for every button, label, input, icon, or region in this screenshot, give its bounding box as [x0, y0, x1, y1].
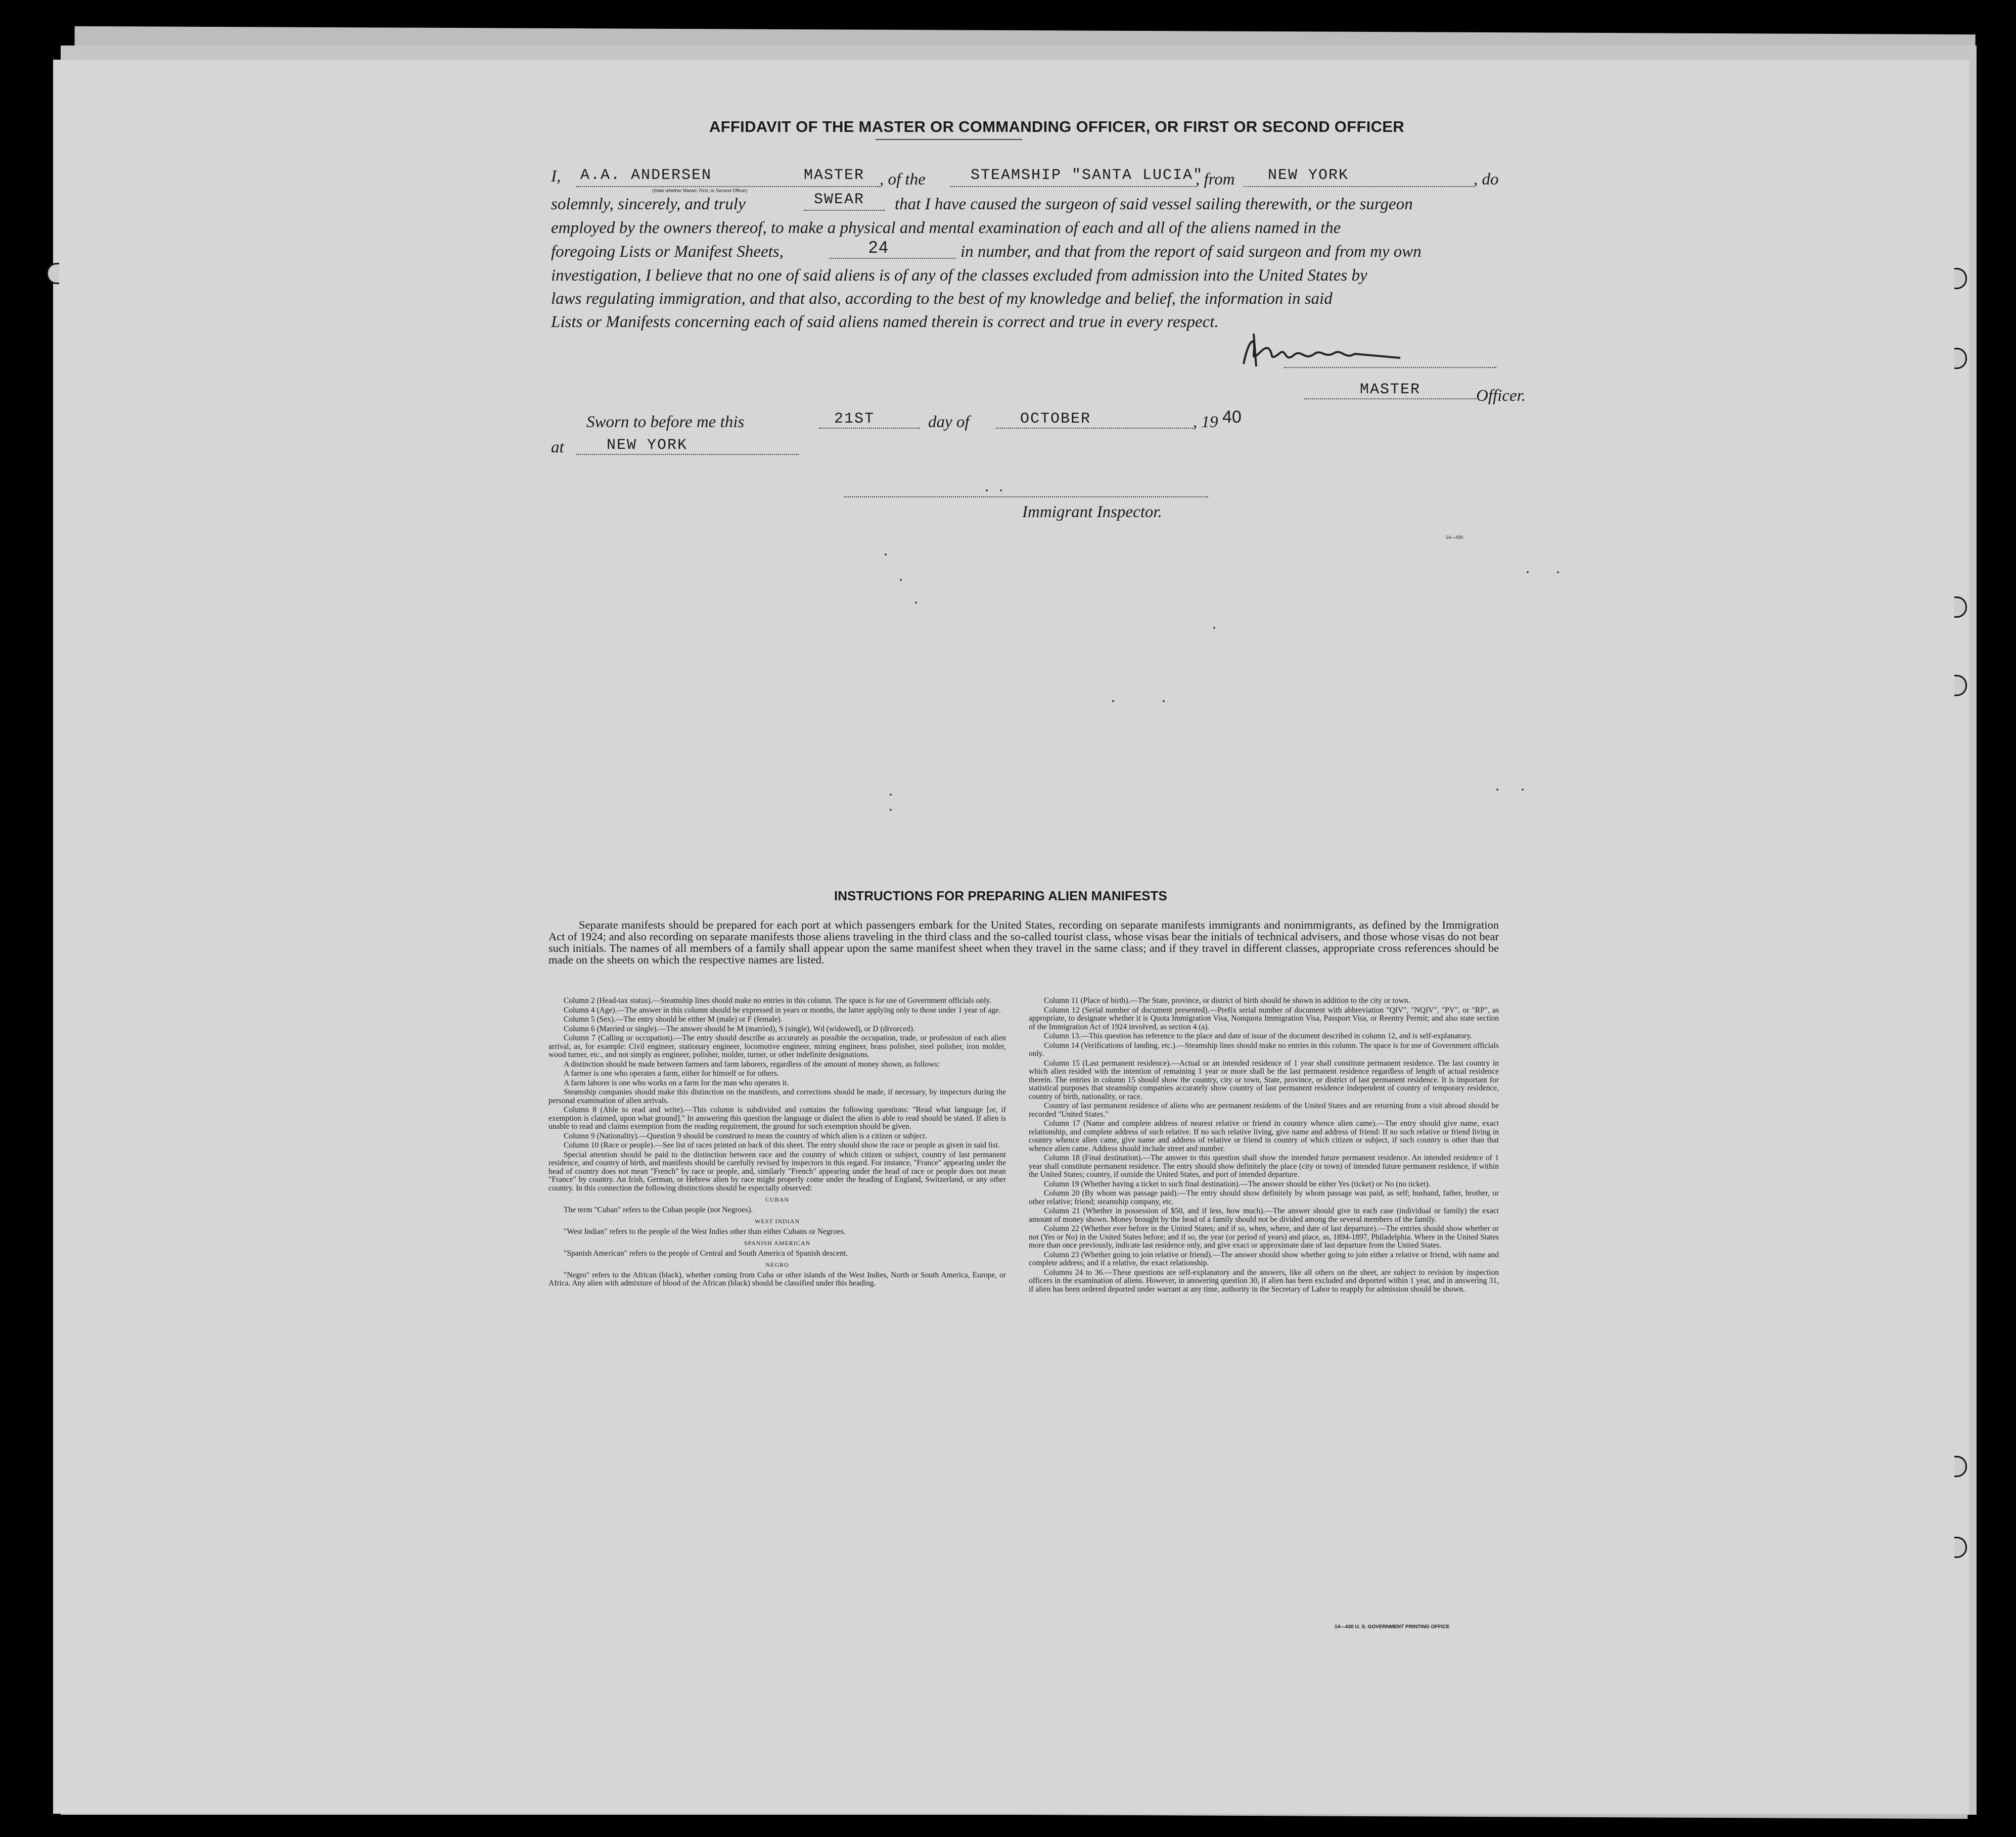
instruction-paragraph: Special attention should be paid to the distinction between race and the country of which citizen or subject, country of last permanent residence, and country of birth, and manifests should be carefully revised by inspectors in this regard. For instance, "France" appearing under the head of country does not mean "French" by race or people, and, similarly "French" appearing under the head of race or people does not mean "France" by country. An Irish, German, or Hebrew alien by race might properly come under the heading of England, Switzerland, or any other country. In this connection the following distinctions should be especially observed: — [548, 1150, 1006, 1192]
ink-speck — [986, 489, 988, 491]
ink-speck — [1557, 571, 1559, 573]
instruction-paragraph: A farmer is one who operates a farm, either for himself or for others. — [564, 1069, 779, 1078]
vessel-name: STEAMSHIP "SANTA LUCIA" — [971, 167, 1204, 184]
ink-speck — [885, 554, 887, 556]
form-number: 14—430 — [1446, 535, 1463, 540]
sworn-place: NEW YORK — [607, 437, 688, 454]
instruction-paragraph: A distinction should be made between farmers and farm laborers, regardless of the amount of money shown, as follows: — [564, 1060, 940, 1069]
oath-word: SWEAR — [814, 191, 865, 208]
at-label: at — [551, 438, 564, 456]
port-line — [1244, 186, 1474, 187]
from-port: NEW YORK — [1268, 167, 1349, 184]
sheet-count-line — [829, 258, 955, 259]
punch-hole — [47, 263, 59, 284]
instruction-paragraph: Column 10 (Race or people).—See list of races printed on back of this sheet. The entry should show the race or people as given in said list. — [564, 1141, 1000, 1150]
instruction-paragraph: Column 15 (Last permanent residence).—Actual or an intended residence of 1 year shall constitute permanent residence. The last country in which alien resided with the intention of remaining 1 year or more shall be the last permanent residence regardless of length of actual residence therein. The entries in column 15 should show the country, city or town, State, province, or district of last permanent residence. It is important for statistical purposes that steamship companies accurately show country of last permanent residence independent of country of temporary residence, country of birth, nationality, or race. — [1029, 1059, 1499, 1101]
ink-speck — [890, 809, 892, 811]
instruction-paragraph: Column 23 (Whether going to join relative or friend).—The answer should show whether going to join either a relative or friend, with name and complete address; and if a relative, the exact relationship. — [1029, 1250, 1499, 1267]
instruction-paragraph: Column 12 (Serial number of document presented).—Prefix serial number of document with abbreviation "QIV", "NQIV", "PV", or "RP", as appropriate, to designate whether it is Quota Immigration Visa, Nonquota Immigration Visa, Passport Visa, or Reentry Permit; and also state section of the Immigration Act of 1924 involved, as section 4 (a). — [1029, 1005, 1499, 1031]
ink-speck — [1000, 489, 1002, 491]
vessel-line — [950, 186, 1196, 187]
month-line — [996, 428, 1193, 429]
affidavit-line-7: Lists or Manifests concerning each of said aliens named therein is correct and true in every respect. — [551, 313, 1219, 331]
instructions-intro: Separate manifests should be prepared for each port at which passengers embark for the United States, recording on separate manifests immigrants and nonimmigrants, as defined by the Immigration Act of 1924; and also recording on separate manifests those aliens traveling in the third class and the so-called tourist class, whose visas bear the initials of technical advisers, and those whose visas do not bear such initials. The names of all members of a family shall appear upon the same manifest sheet when they travel in the same class; and if they travel in different classes, appropriate cross references should be made on the sheets on which the respective names are listed. — [548, 918, 1499, 966]
place-line — [576, 454, 799, 455]
sworn-day: 21ST — [834, 410, 875, 428]
instruction-paragraph: Column 17 (Name and complete address of nearest relative or friend in country whence alien came).—The entry should give name, exact relationship, and complete address of such relative. If no such relative living, give name and address of friend: If no such relative or friend living in country whence alien came, give name and address of relative or friend in country of which citizen or subject, if such country is other than that whence alien came. Address should include street and number. — [1029, 1119, 1499, 1153]
instruction-paragraph: Column 5 (Sex).—The entry should be either M (male) or F (female). — [564, 1015, 783, 1024]
sheet-count: 24 — [868, 238, 889, 256]
instruction-paragraph: Column 9 (Nationality).—Question 9 should be construed to mean the country of which alien is a citizen or subject. — [564, 1131, 927, 1140]
affidavit-title: AFFIDAVIT OF THE MASTER OR COMMANDING OFFICER, OR FIRST OR SECOND OFFICER — [709, 118, 1404, 135]
instruction-paragraph: Column 4 (Age).—The answer in this column should be expressed in years or months, the latter applying only to those under 1 year of age. — [564, 1005, 1001, 1015]
rank-line — [1304, 398, 1476, 399]
instruction-paragraph: Column 13.—This question has reference to the place and date of issue of the document described in column 12, and is self-explanatory. — [1044, 1032, 1472, 1040]
officer-rank: MASTER — [804, 167, 865, 184]
signer-rank: MASTER — [1360, 381, 1421, 398]
sworn-label: Sworn to before me this — [586, 413, 745, 431]
instructions-title: INSTRUCTIONS FOR PREPARING ALIEN MANIFESTS — [834, 888, 1167, 903]
affidavit-line-6: laws regulating immigration, and that also, according to the best of my knowledge and belief, the information in said — [551, 290, 1333, 308]
signature-line — [1284, 367, 1496, 368]
instruction-paragraph: Column 21 (Whether in possession of $50, and if less, how much).—The answer should give in each case (individual or family) the exact amount of money shown. Money brought by the head of a family should not be divided among the several members of the family. — [1029, 1207, 1499, 1224]
instruction-paragraph: Columns 24 to 36.—These questions are self-explanatory and the answers, like all others on the sheet, are subject to revision by inspection officers in the examination of aliens. However, in answering question 30, if alien has been excluded and deported within 1 year, and in answering 31, if alien has been ordered deported under warrant at any time, authority in the Secretary of Labor to reapply for admission should be shown. — [1029, 1268, 1499, 1294]
instruction-paragraph: Column 20 (By whom was passage paid).—The entry should show definitely by whom passage was paid, as self; husband, father, brother, or other relative; friend; steamship company, etc. — [1029, 1189, 1499, 1206]
instruction-paragraph: Column 2 (Head-tax status).—Steamship lines should make no entries in this column. The space is for use of Government officials only. — [564, 996, 992, 1005]
solemnly-label: solemnly, sincerely, and truly — [551, 195, 746, 213]
instruction-paragraph: Column 7 (Calling or occupation).—The entry should describe as accurately as possible the occupation, trade, or profession of each alien arrival, as, for example: Civil engineer, stationary engineer, locomotive engineer, mining engineer, brass polisher, steel polisher, iron molder, wood turner, etc., and not simply as engineer, polisher, molder, turner, or other indefinite designations. — [548, 1034, 1006, 1059]
race-definition: "West Indian" refers to the people of the West Indies other than either Cubans or Negroes. — [564, 1227, 846, 1236]
from-label: , from — [1196, 170, 1235, 189]
ink-speck — [1522, 789, 1524, 791]
affidavit-line-2: that I have caused the surgeon of said vessel sailing therewith, or the surgeon — [895, 195, 1413, 213]
ink-speck — [900, 579, 902, 581]
day-line — [819, 428, 920, 429]
name-line — [576, 186, 880, 187]
oath-line — [804, 210, 885, 211]
ink-speck — [1163, 700, 1165, 702]
instruction-paragraph: Steamship companies should make this distinction on the manifests, and corrections should be made, if necessary, by inspectors during the personal examination of alien arrivals. — [548, 1088, 1006, 1105]
ink-speck — [1496, 789, 1498, 791]
master-signature — [1233, 324, 1415, 374]
affidavit-line-5: investigation, I believe that no one of said aliens is of any of the classes excluded from admission into the United States by — [551, 266, 1367, 285]
instruction-paragraph: Column 14 (Verifications of landing, etc.).—Steamship lines should make no entries in this column. The space is for use of Government officials only. — [1029, 1041, 1499, 1058]
instruction-paragraph: Column 22 (Whether ever before in the United States; and if so, when, where, and date of last departure).—The entries should show whether or not (Yes or No) in the United States before; and if so, the year (or period of years) and place, as, 1894-1897, Philadelphia. Where in the United States more than once previously, indicate last residence only, and give exact or approximate date of last departure from the United States. — [1029, 1224, 1499, 1250]
race-heading: NEGRO — [765, 1261, 789, 1268]
i-label: I, — [551, 167, 561, 186]
year-prefix: , 19 — [1193, 413, 1218, 431]
instruction-paragraph: Column 11 (Place of birth).—The State, province, or district of birth should be shown in addition to the city or town. — [1044, 996, 1410, 1005]
day-of-label: day of — [928, 413, 970, 431]
instruction-paragraph: Column 18 (Final destination).—The answer to this question shall show the intended future permanent residence. An intended residence of 1 year shall constitute permanent residence. The entry should show definitely the place (city or town) of intended future permanent residence, if within the United States; country, if outside the United States, and port of intended departure. — [1029, 1154, 1499, 1179]
year-suffix: 40 — [1222, 407, 1242, 427]
inspector-label: Immigrant Inspector. — [1022, 503, 1162, 521]
rank-caption: (State whether Master, First, or Second Officer) — [652, 188, 748, 193]
ink-speck — [1112, 700, 1114, 702]
instruction-paragraph: Column 19 (Whether having a ticket to such final destination).—The answer should be either Yes (ticket) or No (no ticket). — [1044, 1179, 1431, 1188]
instructions-left-column — [548, 997, 1006, 1289]
instruction-paragraph: Country of last permanent residence of aliens who are permanent residents of the United States and are returning from a visit abroad should be recorded "United States." — [1029, 1101, 1499, 1119]
sworn-month: OCTOBER — [1020, 410, 1091, 428]
master-name: A.A. ANDERSEN — [580, 167, 712, 184]
officer-label: Officer. — [1476, 387, 1526, 405]
instruction-paragraph: Column 8 (Able to read and write).—This column is subdivided and contains the following questions: "Read what language [or, if exemption is claimed, upon what ground]." In answering this question the language or dialect the alien is able to read should be stated. If alien is unable to read and claims exemption from the reading requirement, the ground for such exemption should be given. — [548, 1106, 1006, 1131]
ink-speck — [1213, 627, 1215, 629]
instructions-right-column — [1029, 997, 1499, 1295]
race-heading: WEST INDIAN — [754, 1218, 800, 1225]
inspector-line — [844, 496, 1208, 497]
ink-speck — [1527, 571, 1529, 573]
title-rule — [876, 139, 1022, 140]
instruction-paragraph: A farm laborer is one who works on a farm for the man who operates it. — [564, 1078, 789, 1087]
affidavit-line-4b: in number, and that from the report of said surgeon and from my own — [960, 243, 1422, 261]
do-label: , do — [1474, 170, 1499, 189]
race-heading: CUBAN — [765, 1196, 789, 1203]
ink-speck — [915, 602, 917, 604]
race-heading: SPANISH AMERICAN — [744, 1239, 811, 1247]
ink-speck — [890, 794, 892, 796]
instruction-paragraph: Column 6 (Married or single).—The answer should be M (married), S (single), Wd (widowed), or D (divorced). — [564, 1024, 915, 1033]
race-definition: "Spanish American" refers to the people of Central and South America of Spanish descent. — [564, 1249, 848, 1258]
affidavit-line-3: employed by the owners thereof, to make a physical and mental examination of each and all of the aliens named in the — [551, 219, 1341, 237]
race-definition: The term "Cuban" refers to the Cuban people (not Negroes). — [564, 1205, 753, 1214]
of-the-label: , of the — [880, 170, 926, 189]
race-definition: "Negro" refers to the African (black), whether coming from Cuba or other islands of the West Indies, North or South America, Europe, or Africa. Any alien with admixture of blood of the African (black) should be classified under this heading. — [548, 1270, 1006, 1288]
printer-imprint: 14—430 U. S. GOVERNMENT PRINTING OFFICE — [1335, 1624, 1450, 1630]
affidavit-line-4a: foregoing Lists or Manifest Sheets, — [551, 243, 784, 261]
